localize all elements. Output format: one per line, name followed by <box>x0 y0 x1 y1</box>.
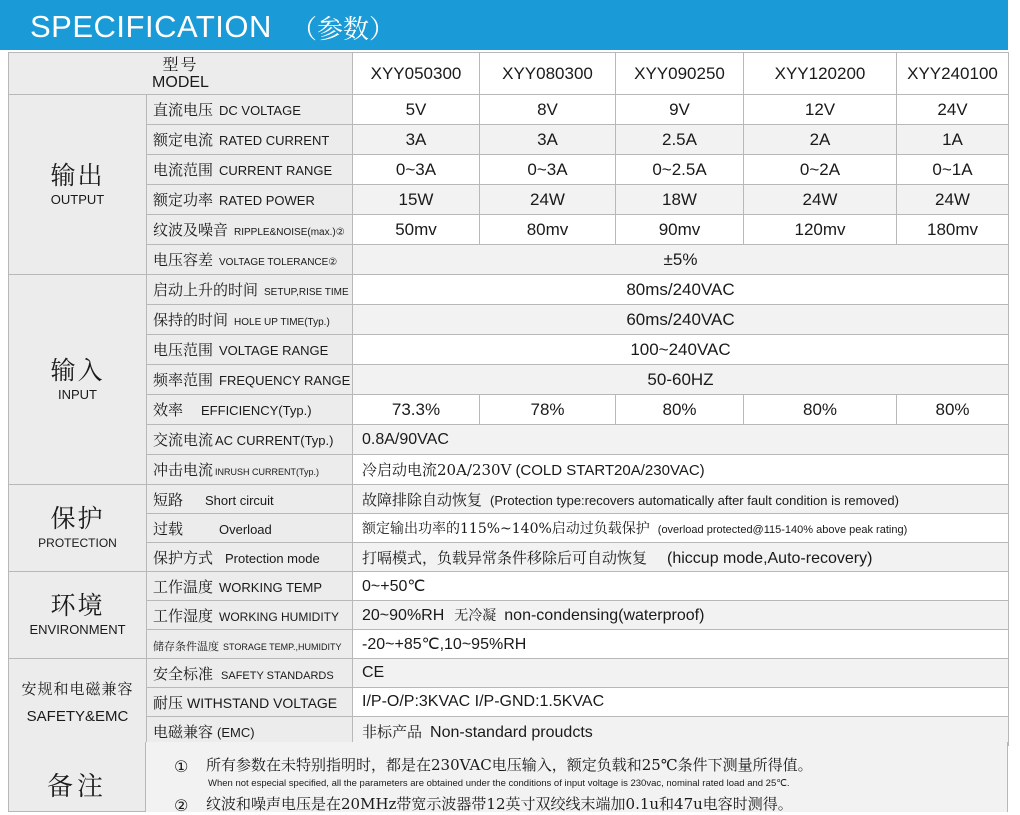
row-label <box>147 630 353 659</box>
spec-row <box>9 185 1009 215</box>
label-cn: 储存条件温度 <box>153 639 219 653</box>
label-en: SAFETY STANDARDS <box>221 669 334 682</box>
spec-value: 3A <box>480 125 616 155</box>
note-cn: 所有参数在未特别指明时，都是在230VAC电压输入，额定负载和25℃条件下测量所得值。 <box>206 756 813 774</box>
label-en: RATED CURRENT <box>219 133 330 148</box>
model-name: XYY090250 <box>616 53 744 95</box>
spec-value <box>353 601 1009 630</box>
label-en: SETUP,RISE TIME <box>264 287 349 298</box>
spec-value: CE <box>353 659 1009 688</box>
spec-row <box>9 630 1009 659</box>
label-en: CURRENT RANGE <box>219 163 333 178</box>
spec-value: 180mv <box>897 215 1009 245</box>
row-label <box>147 601 353 630</box>
value-cn: 额定输出功率的115%~140%启动过负载保护 <box>362 521 650 537</box>
value-en: non-condensing(waterproof) <box>504 607 705 624</box>
spec-row <box>9 601 1009 630</box>
label-cn: 纹波及噪音 <box>153 221 229 239</box>
spec-value: 0.8A/90VAC <box>353 425 1009 455</box>
spec-value: 120mv <box>744 215 897 245</box>
group-environment <box>9 572 147 659</box>
spec-table <box>8 52 1009 746</box>
value-cn: 打嗝模式，负载异常条件移除后可自动恢复 <box>362 548 648 567</box>
value-cn: 非标产品 <box>362 722 423 741</box>
spec-row <box>9 455 1009 485</box>
group-input <box>9 275 147 485</box>
label-cn: 保护方式 <box>153 548 214 567</box>
value-cn: 冷启动电流20A/230V <box>362 461 512 479</box>
spec-header-banner <box>0 0 1008 50</box>
group-cn: 输出 <box>50 160 105 190</box>
spec-row <box>9 125 1009 155</box>
model-name: XYY240100 <box>897 53 1009 95</box>
spec-row <box>9 305 1009 335</box>
label-en: HOLE UP TIME(Typ.) <box>234 317 330 328</box>
group-cn: 备注 <box>46 772 107 802</box>
label-cn: 短路 <box>153 490 184 509</box>
note-cn: 纹波和噪声电压是在20MHz带宽示波器带12英寸双绞线末端加0.1u和47u电容时测得。 <box>206 795 793 813</box>
spec-value: 3A <box>353 125 480 155</box>
spec-value: 0~2.5A <box>616 155 744 185</box>
spec-value <box>353 455 1009 485</box>
group-cn: 保护 <box>50 504 105 533</box>
spec-title: SPECIFICATION <box>30 9 272 44</box>
spec-row <box>9 275 1009 305</box>
model-name: XYY050300 <box>353 53 480 95</box>
value-cn: 故障排除自动恢复 <box>362 490 483 509</box>
label-en: RATED POWER <box>219 193 315 208</box>
label-en: FREQUENCY RANGE <box>219 373 351 388</box>
label-en: INRUSH CURRENT(Typ.) <box>215 467 320 477</box>
label-en: Protection mode <box>225 550 320 566</box>
value-en: Non-standard proudcts <box>430 723 593 741</box>
spec-value: 9V <box>616 95 744 125</box>
spec-value: 80ms/240VAC <box>353 275 1009 305</box>
row-label <box>147 688 353 717</box>
model-header-row <box>9 53 1009 95</box>
spec-value: 24W <box>744 185 897 215</box>
group-en: SAFETY&EMC <box>26 708 129 725</box>
spec-value: 5V <box>353 95 480 125</box>
spec-row <box>9 514 1009 543</box>
label-cn: 工作温度 <box>153 577 214 596</box>
group-en: ENVIRONMENT <box>29 622 126 637</box>
row-label <box>147 185 353 215</box>
spec-value <box>353 485 1009 514</box>
value-en: (Protection type:recovers automatically after fault condition is removed) <box>490 492 899 508</box>
spec-value: 18W <box>616 185 744 215</box>
spec-row <box>9 365 1009 395</box>
spec-value: I/P-O/P:3KVAC I/P-GND:1.5KVAC <box>353 688 1009 717</box>
group-notes <box>8 742 146 812</box>
value-main: 20~90%RH <box>362 607 445 624</box>
spec-value: 8V <box>480 95 616 125</box>
value-en: (COLD START20A/230VAC) <box>515 462 705 479</box>
notes-section <box>146 742 1008 815</box>
spec-value: 50mv <box>353 215 480 245</box>
label-cn: 安全标准 <box>153 664 214 683</box>
model-name: XYY080300 <box>480 53 616 95</box>
row-label <box>147 335 353 365</box>
spec-value: 80% <box>616 395 744 425</box>
label-cn: 过载 <box>153 519 184 538</box>
spec-value: 0~2A <box>744 155 897 185</box>
spec-value: 12V <box>744 95 897 125</box>
spec-title-cn: （参数） <box>291 15 396 45</box>
spec-row <box>9 485 1009 514</box>
label-cn: 效率 <box>153 401 184 419</box>
label-cn: 保持的时间 <box>153 311 229 329</box>
label-cn: 工作湿度 <box>153 606 214 625</box>
spec-value: 24W <box>480 185 616 215</box>
label-cn: 电流范围 <box>153 161 214 179</box>
spec-row <box>9 659 1009 688</box>
row-label <box>147 543 353 572</box>
label-en: WORKING TEMP <box>219 579 323 595</box>
spec-value: 24W <box>897 185 1009 215</box>
spec-row <box>9 335 1009 365</box>
row-label <box>147 215 353 245</box>
spec-value: 24V <box>897 95 1009 125</box>
row-label <box>147 425 353 455</box>
label-cn: 冲击电流 <box>153 461 214 479</box>
label-cn: 频率范围 <box>153 371 214 389</box>
label-cn: 耐压 <box>153 693 184 712</box>
row-label <box>147 275 353 305</box>
label-en: STORAGE TEMP.,HUMIDITY <box>223 641 342 652</box>
spec-value: 80mv <box>480 215 616 245</box>
spec-value: -20~+85℃,10~95%RH <box>353 630 1009 659</box>
label-en: EFFICIENCY(Typ.) <box>201 403 312 418</box>
spec-value: 15W <box>353 185 480 215</box>
spec-value: 2A <box>744 125 897 155</box>
spec-row <box>9 95 1009 125</box>
row-label <box>147 305 353 335</box>
spec-value: 50-60HZ <box>353 365 1009 395</box>
label-en: Overload <box>219 521 272 537</box>
spec-value: 60ms/240VAC <box>353 305 1009 335</box>
row-label <box>147 365 353 395</box>
spec-value: 78% <box>480 395 616 425</box>
note-number: ② <box>174 796 189 815</box>
spec-value: 0~1A <box>897 155 1009 185</box>
spec-value: 90mv <box>616 215 744 245</box>
spec-value: 2.5A <box>616 125 744 155</box>
group-protection <box>9 485 147 572</box>
group-output <box>9 95 147 275</box>
note-number: ① <box>174 757 189 776</box>
value-cn: 无冷凝 <box>454 608 497 624</box>
label-en: WORKING HUMIDITY <box>219 609 340 624</box>
spec-row <box>9 543 1009 572</box>
label-cn: 启动上升的时间 <box>153 281 259 299</box>
group-cn: 输入 <box>50 355 105 385</box>
label-cn: 额定功率 <box>153 191 214 209</box>
row-label <box>147 485 353 514</box>
spec-value: ±5% <box>353 245 1009 275</box>
row-label <box>147 455 353 485</box>
group-cn: 环境 <box>50 591 105 620</box>
spec-row <box>9 155 1009 185</box>
label-cn: 电压范围 <box>153 341 214 359</box>
label-en: VOLTAGE RANGE <box>219 343 329 358</box>
value-en: (hiccup mode,Auto-recovery) <box>667 549 873 567</box>
spec-row <box>9 425 1009 455</box>
spec-row <box>9 395 1009 425</box>
row-label <box>147 155 353 185</box>
row-label <box>147 659 353 688</box>
spec-value: 0~+50℃ <box>353 572 1009 601</box>
group-en: PROTECTION <box>38 536 117 550</box>
spec-value: 0~3A <box>480 155 616 185</box>
group-cn: 安规和电磁兼容 <box>21 680 134 698</box>
model-name: XYY120200 <box>744 53 897 95</box>
model-label-cell <box>9 53 353 95</box>
label-cn: 电磁兼容 <box>153 722 214 741</box>
label-en: RIPPLE&NOISE(max.)② <box>234 227 345 238</box>
label-en: AC CURRENT(Typ.) <box>215 433 334 448</box>
group-safety-emc <box>9 659 147 746</box>
label-cn: 额定电流 <box>153 131 214 149</box>
row-label <box>147 572 353 601</box>
row-label <box>147 125 353 155</box>
value-en: (overload protected@115-140% above peak rating) <box>657 524 908 536</box>
label-en: VOLTAGE TOLERANCE② <box>219 257 338 268</box>
label-en: (EMC) <box>217 724 255 740</box>
model-label-cn: 型号 <box>162 54 199 74</box>
label-cn: 交流电流 <box>153 431 214 449</box>
label-cn: 电压容差 <box>153 251 214 269</box>
row-label <box>147 95 353 125</box>
spec-row <box>9 215 1009 245</box>
note-en: When not especial specified, all the parameters are obtained under the conditions of input voltage is 230vac, nominal rated load and 25℃. <box>208 778 790 789</box>
spec-row <box>9 688 1009 717</box>
spec-value: 1A <box>897 125 1009 155</box>
row-label <box>147 245 353 275</box>
label-en: DC VOLTAGE <box>219 103 301 118</box>
group-en: OUTPUT <box>50 191 105 207</box>
spec-value: 73.3% <box>353 395 480 425</box>
label-cn: 直流电压 <box>153 101 214 119</box>
group-en: INPUT <box>58 386 97 402</box>
spec-value <box>353 543 1009 572</box>
row-label <box>147 395 353 425</box>
spec-value: 0~3A <box>353 155 480 185</box>
spec-value: 80% <box>897 395 1009 425</box>
spec-value: 80% <box>744 395 897 425</box>
spec-value <box>353 514 1009 543</box>
spec-row <box>9 572 1009 601</box>
label-en: WITHSTAND VOLTAGE <box>187 694 338 711</box>
spec-value: 100~240VAC <box>353 335 1009 365</box>
spec-row <box>9 245 1009 275</box>
label-en: Short circuit <box>205 492 274 508</box>
row-label <box>147 514 353 543</box>
model-label-en: MODEL <box>152 73 209 91</box>
